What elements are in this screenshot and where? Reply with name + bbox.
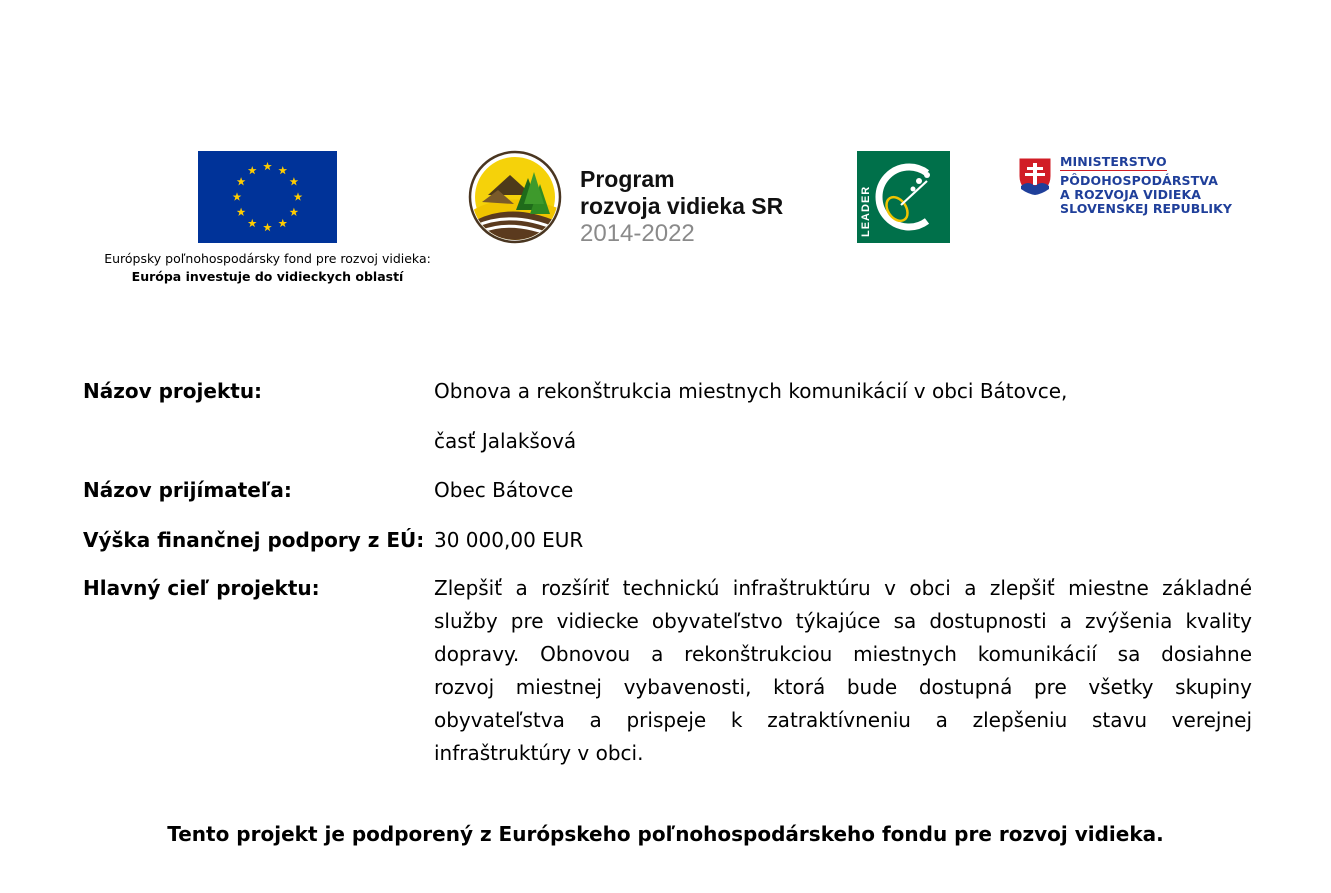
project-name-line2: časť Jalakšová (434, 429, 577, 453)
project-name-label: Názov projektu: (83, 379, 263, 403)
ministry-line2: PÔDOHOSPODÁRSTVA (1060, 173, 1218, 188)
eu-flag-logo (198, 151, 337, 243)
prv-line2: rozvoja vidieka SR (580, 193, 784, 219)
recipient-value: Obec Bátovce (434, 478, 574, 502)
project-goal-label: Hlavný cieľ projektu: (83, 576, 320, 600)
eu-caption-line2: Európa investuje do vidieckych oblastí (131, 269, 404, 284)
slovak-coat-of-arms-icon (1017, 156, 1053, 196)
rural-development-program-logo (468, 150, 562, 244)
goal-line: infraštruktúry v obci. (434, 741, 644, 765)
goal-line: rozvoj miestnej vybavenosti, ktorá bude dostupná pre všetky skupiny (434, 675, 1252, 699)
project-goal-text (434, 572, 1252, 770)
goal-line: obyvateľstva a prispeje k zatraktívneniu a zlepšeniu stavu verejnej (434, 708, 1252, 732)
recipient-label: Názov prijímateľa: (83, 478, 292, 502)
prv-line1: Program (580, 166, 675, 192)
eu-caption-line1: Európsky poľnohospodársky fond pre rozvoj vidieka: (104, 251, 431, 266)
leader-logo (857, 151, 950, 243)
ministry-logo-text (1060, 155, 1232, 216)
goal-line: Zlepšiť a rozšíriť technickú infraštruktúru v obci a zlepšiť miestne základné (434, 576, 1252, 600)
leader-logo-text: LEADER (860, 185, 872, 237)
ministry-line3: A ROZVOJA VIDIEKA (1060, 187, 1202, 202)
eu-support-label: Výška finančnej podpory z EÚ: (83, 528, 425, 552)
goal-line: dopravy. Obnovou a rekonštrukciou miestnych komunikácií sa dosiahne (434, 642, 1252, 666)
funding-statement: Tento projekt je podporený z Európskeho poľnohospodárskeho fondu pre rozvoj vidieka. (167, 822, 1164, 846)
prv-period: 2014-2022 (580, 220, 695, 247)
ministry-line4: SLOVENSKEJ REPUBLIKY (1060, 201, 1233, 216)
rural-development-program-text (580, 166, 783, 247)
project-name-line1: Obnova a rekonštrukcia miestnych komunikácií v obci Bátovce, (434, 379, 1068, 403)
ministry-line1: MINISTERSTVO (1060, 154, 1167, 169)
goal-line: služby pre vidiecke obyvateľstvo týkajúce sa dostupnosti a zvýšenia kvality (434, 609, 1252, 633)
eu-fund-caption (60, 250, 475, 286)
eu-support-value: 30 000,00 EUR (434, 528, 584, 552)
